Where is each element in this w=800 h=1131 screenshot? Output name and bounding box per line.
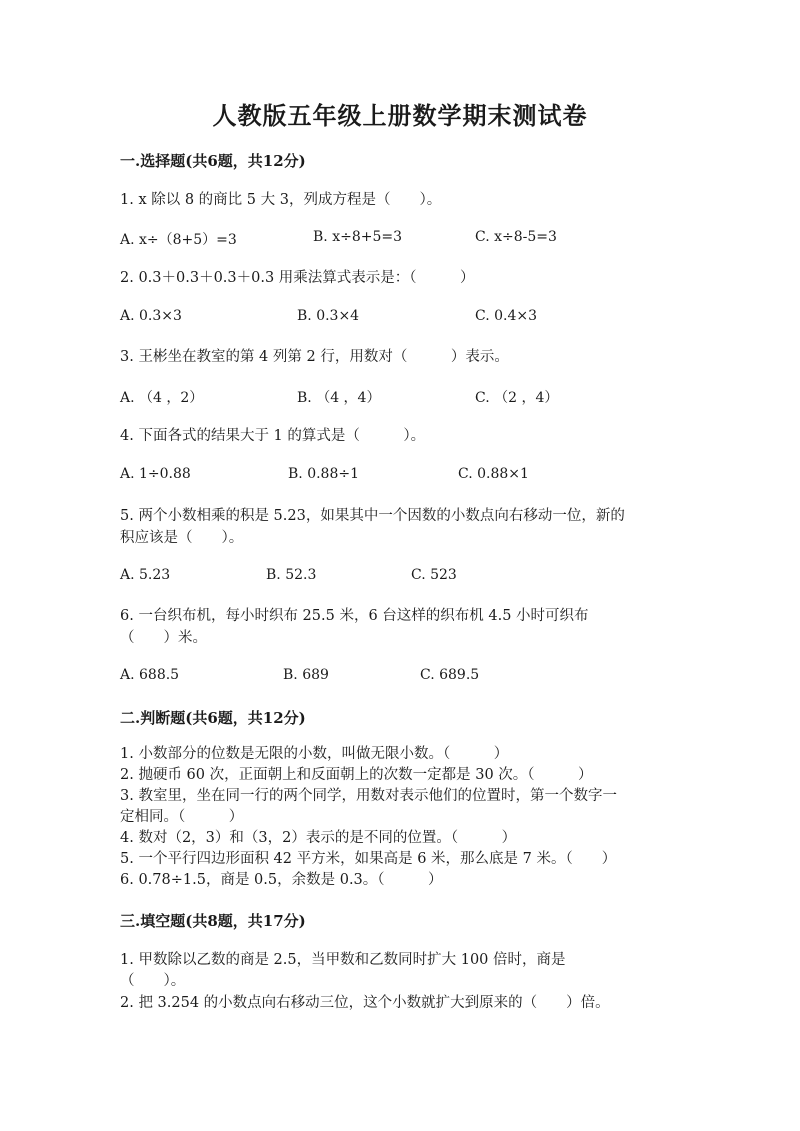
- option-5c: C. 523: [411, 567, 457, 583]
- question-2: 2. 0.3＋0.3＋0.3＋0.3 用乘法算式表示是：（ ）: [120, 270, 475, 286]
- judge-line-4: 4. 数对（2，3）和（3，2）表示的是不同的位置。（ ）: [120, 830, 517, 846]
- section-heading-fill: 三.填空题(共8题，共17分): [120, 912, 306, 930]
- section-heading-judge: 二.判断题(共6题，共12分): [120, 709, 306, 727]
- option-4a: A. 1÷0.88: [120, 466, 191, 482]
- option-4b: B. 0.88÷1: [288, 466, 359, 482]
- option-2b: B. 0.3×4: [297, 308, 360, 324]
- judge-line-6: 6. 0.78÷1.5，商是 0.5，余数是 0.3。（ ）: [120, 872, 443, 888]
- judge-line-1: 1. 小数部分的位数是无限的小数，叫做无限小数。（ ）: [120, 746, 509, 762]
- question-5-line1: 5. 两个小数相乘的积是 5.23，如果其中一个因数的小数点向右移动一位，新的: [120, 508, 625, 524]
- question-6-line2: （ ）米。: [120, 630, 207, 646]
- section-heading-choice: 一.选择题(共6题，共12分): [120, 152, 306, 170]
- fill-line-1b: （ ）。: [120, 973, 186, 989]
- option-1c: C. x÷8-5=3: [475, 229, 557, 245]
- judge-line-2: 2. 抛硬币 60 次，正面朝上和反面朝上的次数一定都是 30 次。（ ）: [120, 767, 593, 783]
- option-6a: A. 688.5: [120, 667, 180, 683]
- option-1a: A. x÷（8+5）=3: [120, 232, 237, 248]
- option-6b: B. 689: [283, 667, 329, 683]
- option-1b: B. x÷8+5=3: [313, 229, 402, 245]
- judge-line-3b: 定相同。（ ）: [120, 809, 244, 825]
- question-3: 3. 王彬坐在教室的第 4 列第 2 行，用数对（ ）表示。: [120, 349, 509, 365]
- option-2a: A. 0.3×3: [120, 308, 182, 324]
- page-title: 人教版五年级上册数学期末测试卷: [212, 101, 588, 130]
- option-5b: B. 52.3: [266, 567, 317, 583]
- fill-line-1a: 1. 甲数除以乙数的商是 2.5，当甲数和乙数同时扩大 100 倍时，商是: [120, 952, 566, 968]
- option-3b: B. （4 ，4）: [297, 390, 381, 406]
- option-4c: C. 0.88×1: [458, 466, 529, 482]
- option-5a: A. 5.23: [120, 567, 171, 583]
- option-3a: A. （4 ，2）: [120, 390, 204, 406]
- question-1: 1. x 除以 8 的商比 5 大 3，列成方程是（ ）。: [120, 192, 442, 208]
- fill-line-2: 2. 把 3.254 的小数点向右移动三位，这个小数就扩大到原来的（ ）倍。: [120, 995, 610, 1011]
- question-6-line1: 6. 一台织布机，每小时织布 25.5 米，6 台这样的织布机 4.5 小时可织布: [120, 608, 589, 624]
- question-4: 4. 下面各式的结果大于 1 的算式是（ ）。: [120, 428, 426, 444]
- question-5-line2: 积应该是（ ）。: [120, 530, 244, 546]
- judge-line-3a: 3. 教室里，坐在同一行的两个同学，用数对表示他们的位置时，第一个数字一: [120, 788, 617, 804]
- option-6c: C. 689.5: [420, 667, 480, 683]
- option-2c: C. 0.4×3: [475, 308, 538, 324]
- option-3c: C. （2 ，4）: [475, 390, 559, 406]
- judge-line-5: 5. 一个平行四边形面积 42 平方米，如果高是 6 米，那么底是 7 米。（ ）: [120, 851, 617, 867]
